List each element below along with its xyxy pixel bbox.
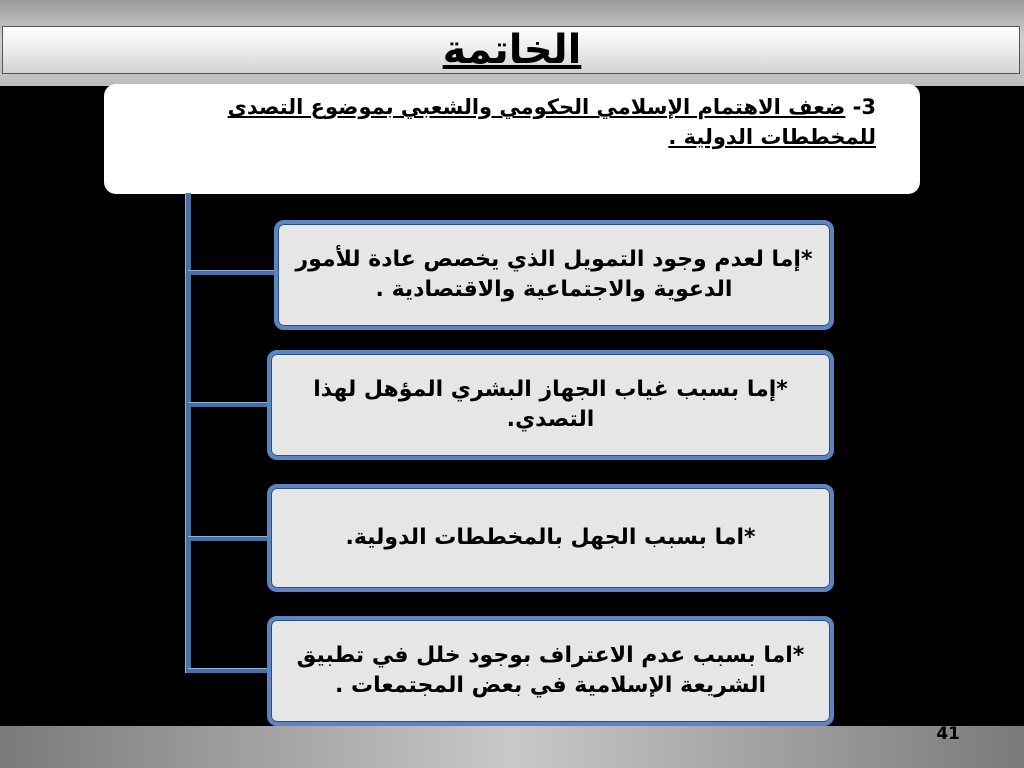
reason-text-2: *إما بسبب غياب الجهاز البشري المؤهل لهذا التصدي. xyxy=(313,377,788,432)
page-title: الخاتمة xyxy=(442,27,582,73)
tree-connector-3 xyxy=(188,536,270,541)
reason-text-4: *اما بسبب عدم الاعتراف بوجود خلل في تطبيق الشريعة الإسلامية في بعض المجتمعات . xyxy=(296,643,805,698)
reason-text-3: *اما بسبب الجهل بالمخططات الدولية. xyxy=(345,525,756,550)
reason-box-4 xyxy=(267,616,834,726)
reason-box-3 xyxy=(267,484,834,592)
point-number: 3- xyxy=(852,95,876,119)
page-number: 41 xyxy=(936,724,960,744)
tree-vertical-line xyxy=(185,193,191,673)
reason-text-1: *إما لعدم وجود التمويل الذي يخصص عادة للأمور الدعوية والاجتماعية والاقتصادية . xyxy=(295,247,813,302)
bottom-band xyxy=(0,726,1024,768)
main-point-box xyxy=(104,84,920,194)
point-text: ضعف الاهتمام الإسلامي الحكومي والشعبي بموضوع التصدى للمخططات الدولية . xyxy=(227,95,876,149)
tree-connector-2 xyxy=(188,402,270,407)
reason-box-2 xyxy=(267,350,834,460)
tree-connector-1 xyxy=(188,270,276,275)
reason-box-1 xyxy=(274,220,834,330)
tree-connector-4 xyxy=(188,668,270,673)
